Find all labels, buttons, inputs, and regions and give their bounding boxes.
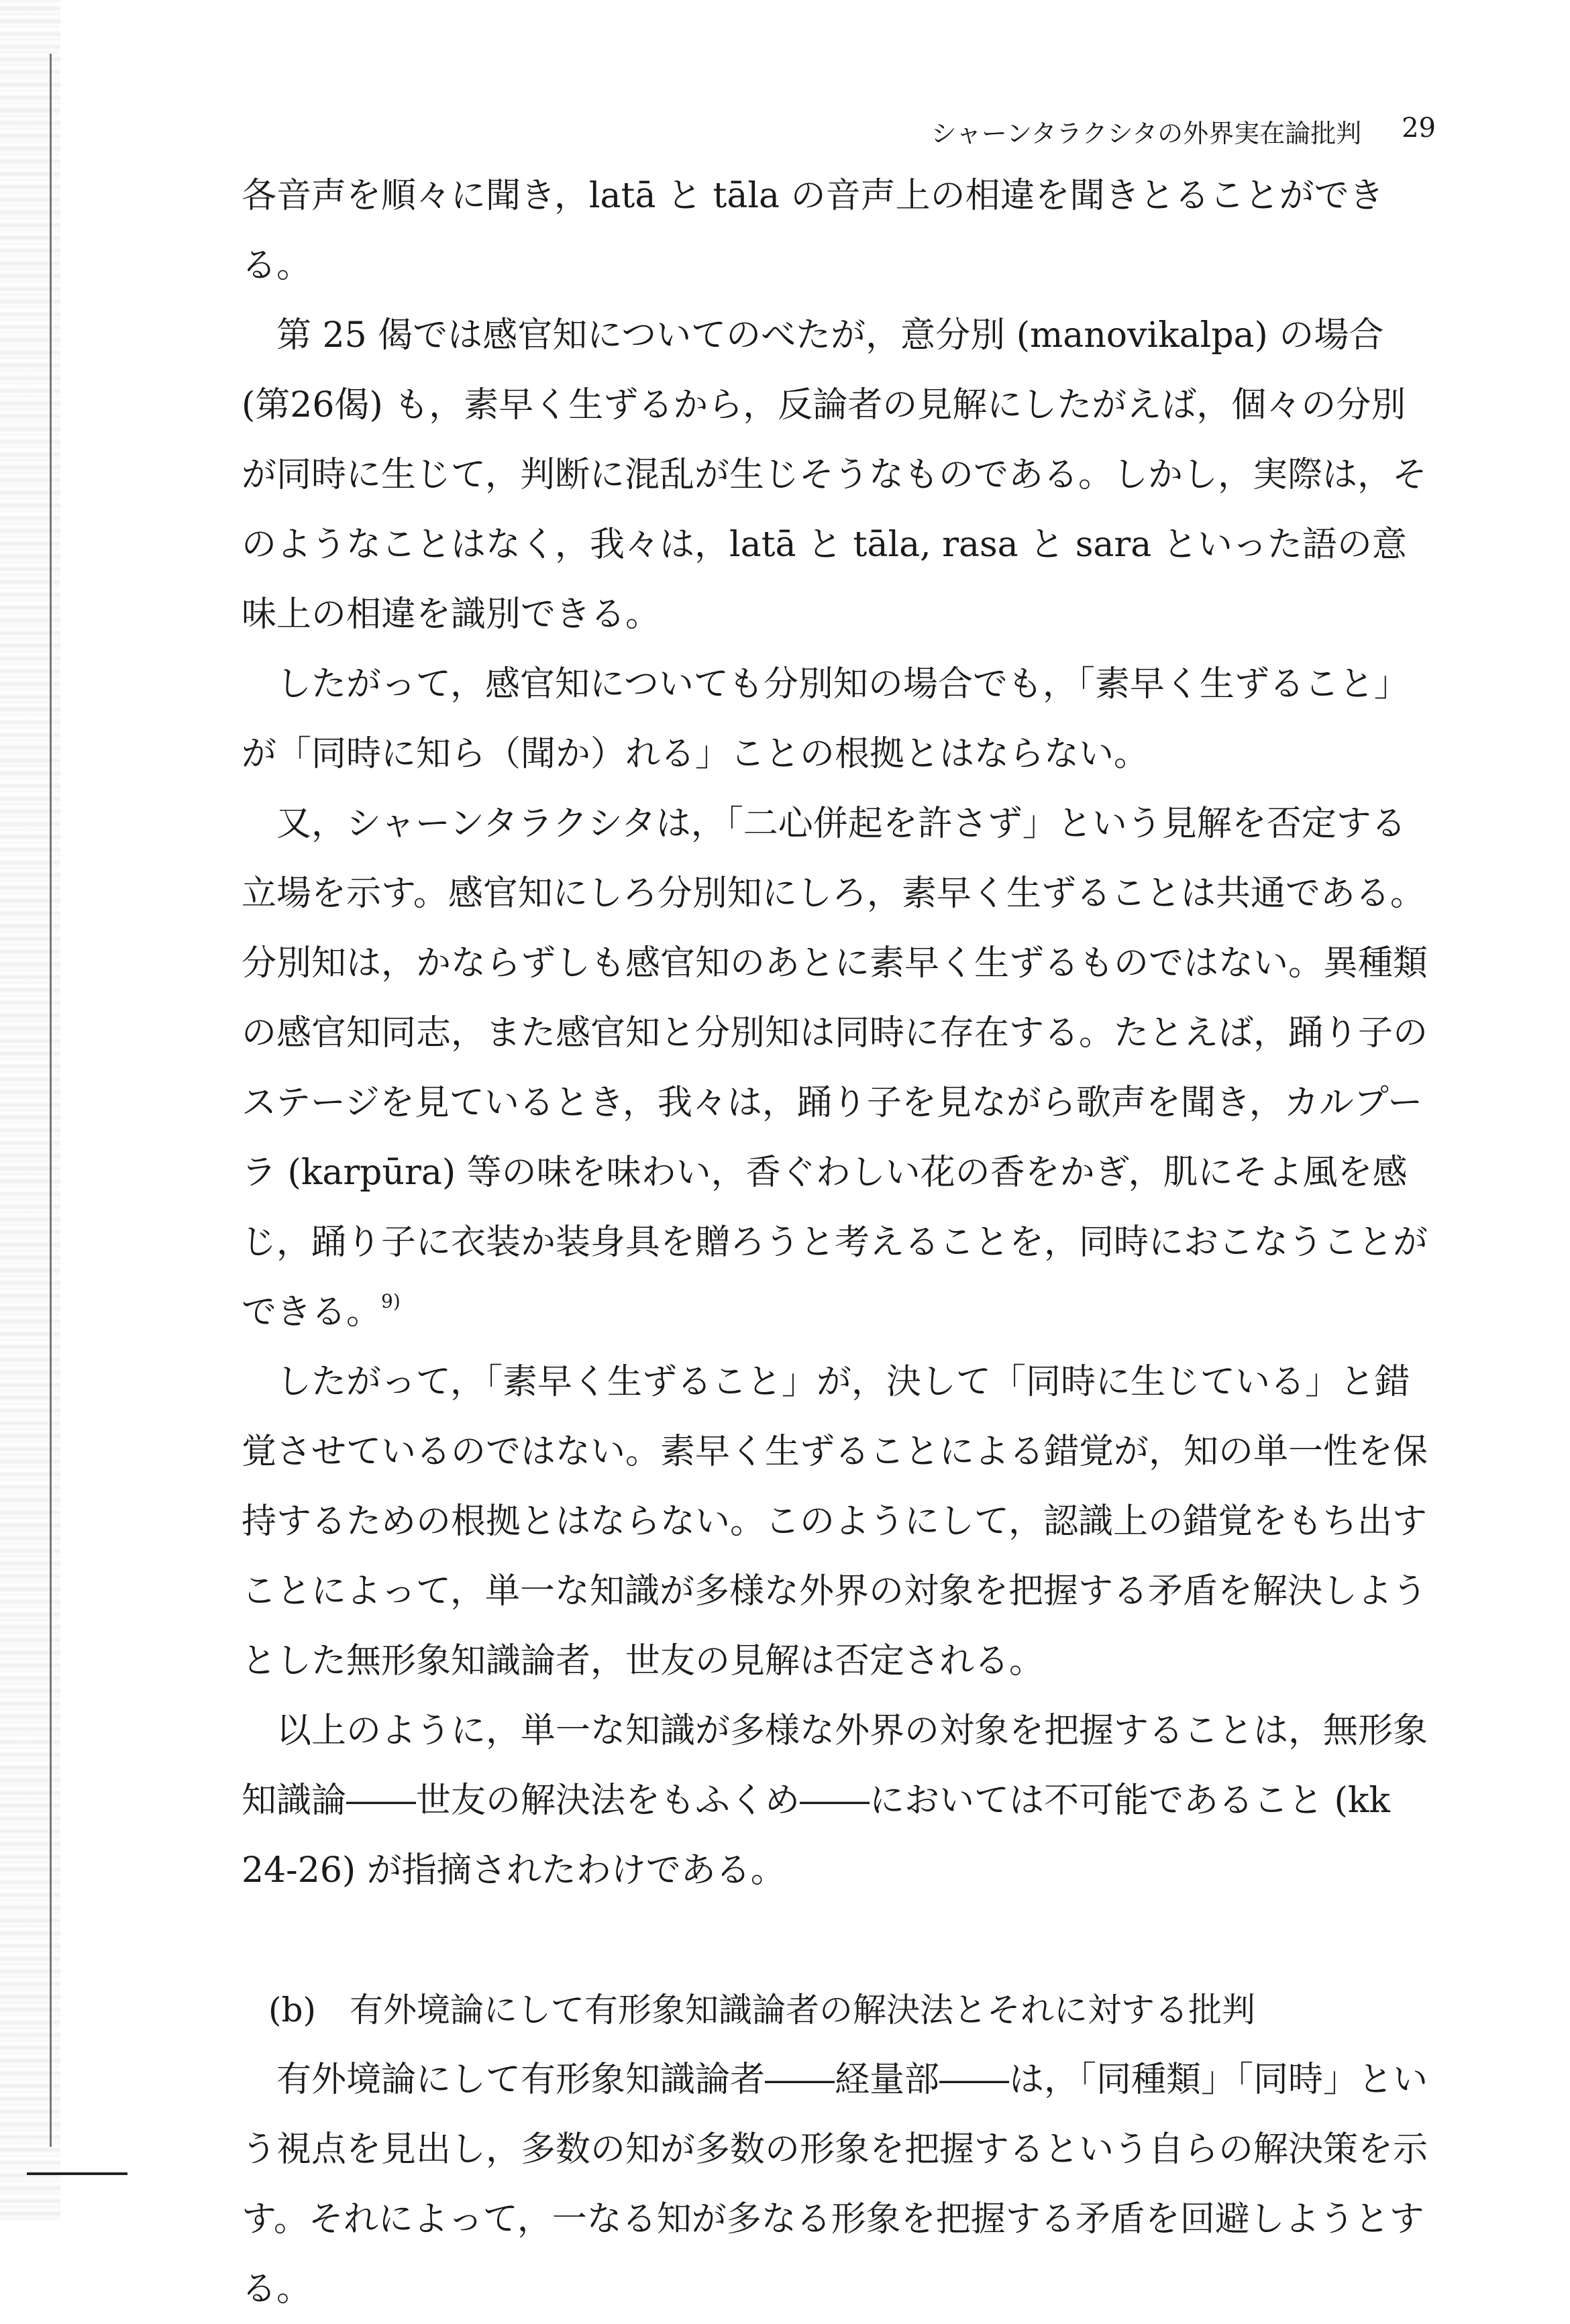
paragraph: したがって，「素早く生ずること」が，決して「同時に生じている」と錯覚させているのではない。素早く生ずることによる錯覚が，知の単一性を保持するための根拠とはならない。このようにして，認識上の錯覚をもち出すことによって，単一な知識が多様な外界の対象を把握する矛盾を解決しようとした無形象知識論者，世友の見解は否定される。 xyxy=(242,1362,1428,1681)
footnote-ref: 9) xyxy=(381,1290,401,1312)
paragraph-text: 又，シャーンタラクシタは，「二心併起を許さず」という見解を否定する立場を示す。感官知にしろ分別知にしろ，素早く生ずることは共通である。分別知は，かならずしも感官知のあとに素早く生ずるものではない。異種類の感官知同志，また感官知と分別知は同時に存在する。たとえば，踊り子のステージを見ているとき，我々は，踊り子を見ながら歌声を聞き，カルプーラ (karpūra) 等の味を味わい，香ぐわしい花の香をかぎ，肌にそよ風を感じ，踊り子に衣装か装身具を贈ろうと考えることを，同時におこなうことができる。 xyxy=(242,804,1428,1332)
page-number: 29 xyxy=(1402,113,1436,144)
footer-rule xyxy=(27,2172,127,2175)
paragraph-with-footnote xyxy=(242,789,1436,1347)
closing-paragraph: 有外境論にして有形象知識論者――経量部――は，「同種類」「同時」という視点を見出し，多数の知が多数の形象を把握するという自らの解決策を示す。それによって，一なる知が多なる形象を把握する矛盾を回避しようとする。 xyxy=(242,2060,1428,2309)
running-header xyxy=(899,113,1436,150)
section-heading: (b) 有外境論にして有形象知識論者の解決法とそれに対する批判 xyxy=(268,1991,1256,2029)
body-text xyxy=(242,161,1436,2324)
running-title: シャーンタラクシタの外界実在論批判 xyxy=(931,119,1362,148)
binding-edge-line xyxy=(50,54,52,2147)
paragraph: 第 25 偈では感官知についてのべたが，意分別 (manovikalpa) の場合 (第26偈) も，素早く生ずるから，反論者の見解にしたがえば，個々の分別が同時に生じて，判断に混乱が生じそうなものである。しかし，実際は，そのようなことはなく，我々は，latā と tāla, rasa と sara といった語の意味上の相違を識別できる。 xyxy=(242,315,1427,635)
paragraph-continuation: 各音声を順々に聞き，latā と tāla の音声上の相違を聞きとることができる。 xyxy=(242,176,1384,286)
paragraph: したがって，感官知についても分別知の場合でも，「素早く生ずること」が「同時に知ら（聞か）れる」ことの根拠とはならない。 xyxy=(242,664,1409,774)
paragraph: 以上のように，単一な知識が多様な外界の対象を把握することは，無形象知識論――世友の解決法をもふくめ――においては不可能であること (kk 24-26) が指摘されたわけである。 xyxy=(242,1711,1428,1891)
